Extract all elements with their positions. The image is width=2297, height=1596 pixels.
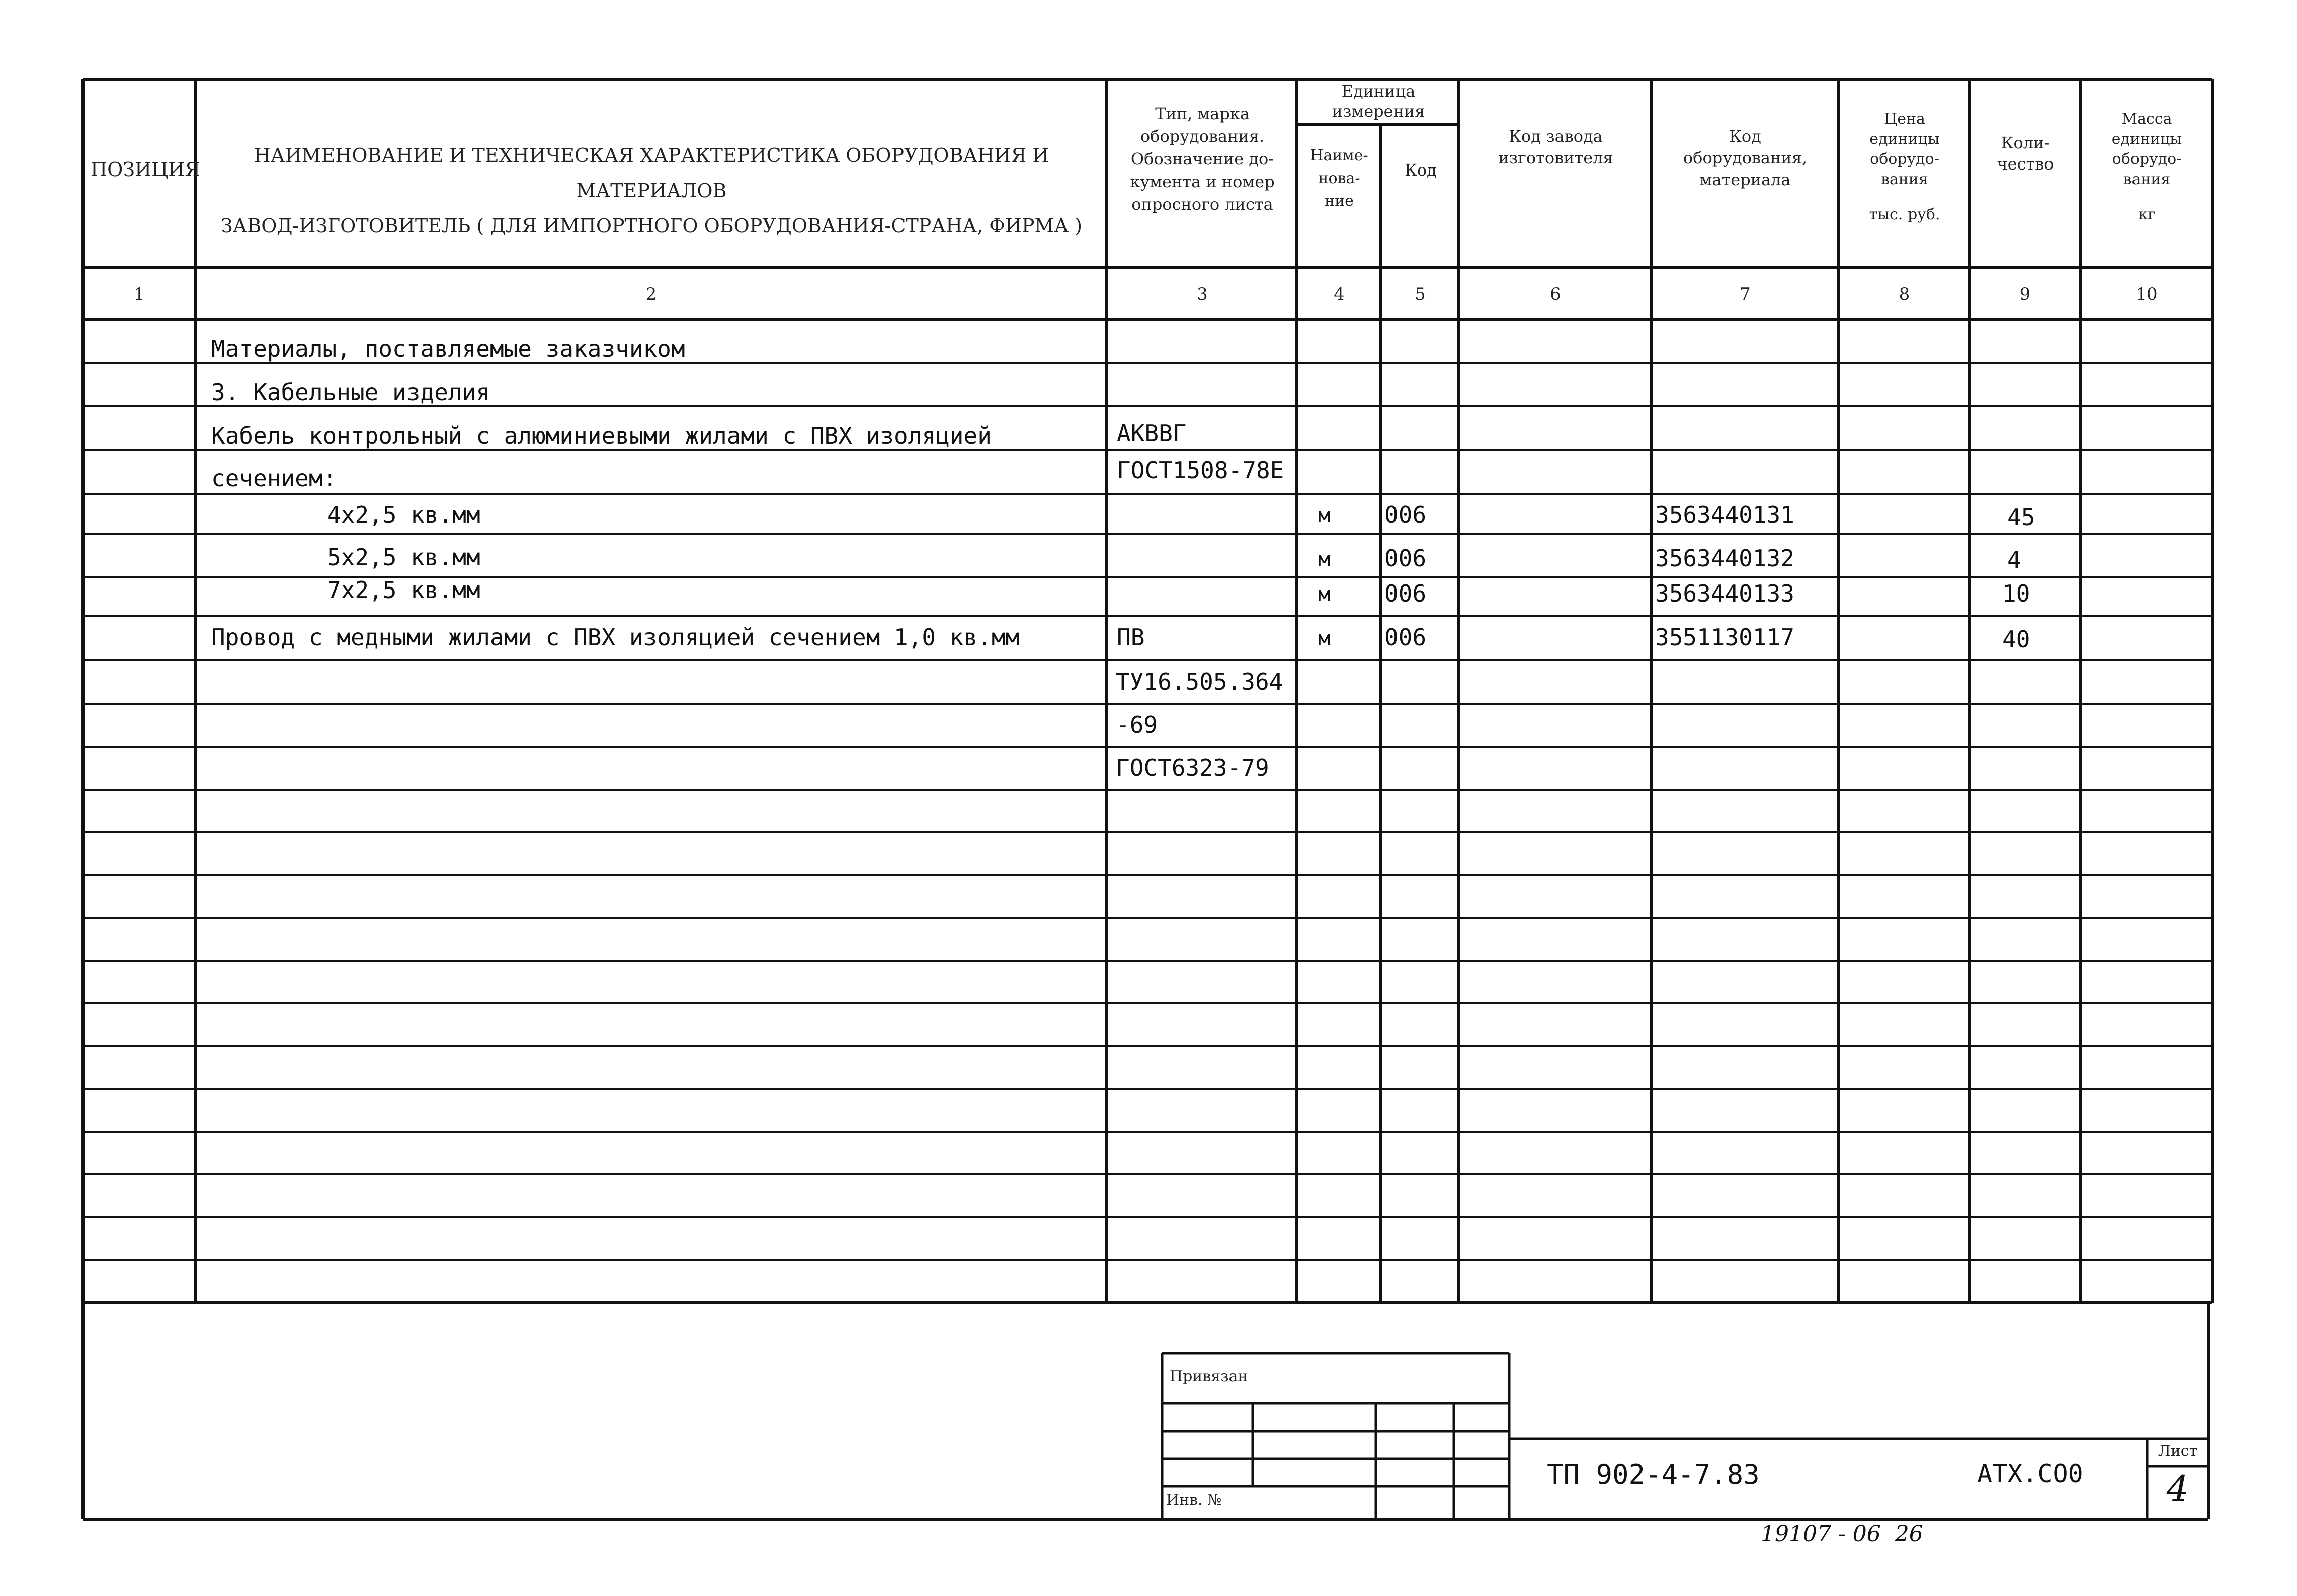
row-equip-code: 3563440131 xyxy=(1655,501,1794,528)
col-number: 9 xyxy=(2019,284,2031,304)
header-name-line3: ЗАВОД-ИЗГОТОВИТЕЛЬ ( ДЛЯ ИМПОРТНОГО ОБОРУДОВАНИЯ-СТРАНА, ФИРМА ) xyxy=(220,215,1083,237)
row-type: ТУ16.505.364 xyxy=(1116,668,1283,695)
header-mass-line: кг xyxy=(2138,206,2156,223)
header-qty-line: чество xyxy=(1997,154,2054,174)
stamp-sheet-label: Лист xyxy=(2158,1442,2198,1460)
col-number: 8 xyxy=(1899,284,1910,304)
row-name: 7x2,5 кв.мм xyxy=(327,576,480,604)
row-equip-code: 3551130117 xyxy=(1655,624,1794,651)
row-unit: м xyxy=(1318,548,1331,571)
header-name-line1: НАИМЕНОВАНИЕ И ТЕХНИЧЕСКАЯ ХАРАКТЕРИСТИКА ОБОРУДОВАНИЯ И xyxy=(254,144,1049,166)
header-price-line: вания xyxy=(1881,171,1928,188)
row-type: ПВ xyxy=(1117,624,1145,651)
row-unit: м xyxy=(1318,504,1331,527)
header-type-line: Тип, марка xyxy=(1155,104,1250,123)
header-name-line2: МАТЕРИАЛОВ xyxy=(576,180,727,202)
stamp-sheet-number: 4 xyxy=(2166,1468,2189,1509)
col-number: 10 xyxy=(2136,284,2158,304)
col-number: 5 xyxy=(1415,284,1426,304)
row-name: 4x2,5 кв.мм xyxy=(327,501,480,528)
header-price-line: тыс. руб. xyxy=(1869,206,1940,223)
header-qty-line: Коли- xyxy=(2001,133,2050,152)
col-number: 6 xyxy=(1550,284,1561,304)
row-equip-code: 3563440133 xyxy=(1655,580,1794,607)
header-type-line: опросного листа xyxy=(1131,195,1273,214)
row-unit: м xyxy=(1318,627,1331,650)
header-unit-code: Код xyxy=(1405,160,1437,180)
col-number: 3 xyxy=(1197,284,1208,304)
row-name: Кабель контрольный с алюминиевыми жилами с ПВХ изоляцией xyxy=(211,422,992,449)
row-qty: 40 xyxy=(2002,626,2030,653)
row-type: ГОСТ1508-78Е xyxy=(1117,457,1284,484)
row-unit: м xyxy=(1318,583,1331,606)
header-factory-line: Код завода xyxy=(1509,127,1603,146)
header-type-line: кумента и номер xyxy=(1130,172,1275,191)
row-type: ГОСТ6323-79 xyxy=(1116,754,1269,781)
header-factory-line: изготовителя xyxy=(1498,148,1613,167)
row-code: 006 xyxy=(1384,624,1427,651)
header-equip-line: материала xyxy=(1699,170,1791,189)
header-unit-name-line: ние xyxy=(1325,192,1354,210)
header-price-line: единицы xyxy=(1869,130,1940,148)
row-qty: 45 xyxy=(2007,503,2035,531)
header-unit-name-line: Наиме- xyxy=(1310,147,1368,164)
stamp-document-suffix: АТХ.СО0 xyxy=(1977,1459,2083,1488)
stamp-document-code: ТП 902-4-7.83 xyxy=(1547,1459,1760,1490)
row-equip-code: 3563440132 xyxy=(1655,545,1794,572)
header-type-line: Обозначение до- xyxy=(1130,149,1274,169)
row-type: АКВВГ xyxy=(1117,419,1187,447)
row-qty: 4 xyxy=(2007,546,2021,573)
row-type: -69 xyxy=(1116,711,1158,738)
header-equip-line: оборудования, xyxy=(1683,148,1808,167)
row-name: Материалы, поставляемые заказчиком xyxy=(211,335,685,362)
row-name: Провод с медными жилами с ПВХ изоляцией сечением 1,0 кв.мм xyxy=(211,624,1020,651)
header-price-line: Цена xyxy=(1884,110,1925,128)
row-name: 3. Кабельные изделия xyxy=(211,379,490,406)
col-number: 1 xyxy=(134,284,145,304)
row-code: 006 xyxy=(1384,545,1427,572)
row-qty: 10 xyxy=(2002,580,2030,607)
header-equip-line: Код xyxy=(1729,127,1761,146)
header-unit-line: измерения xyxy=(1332,102,1425,121)
header-price-line: оборудо- xyxy=(1870,150,1939,168)
row-code: 006 xyxy=(1384,501,1427,528)
header-mass-line: вания xyxy=(2123,171,2171,188)
footer-number: 19107 - 06 26 xyxy=(1761,1521,1923,1547)
header-type-line: оборудования. xyxy=(1140,127,1265,146)
col-number: 2 xyxy=(645,284,657,304)
row-code: 006 xyxy=(1384,580,1427,607)
col-number: 7 xyxy=(1740,284,1751,304)
header-mass-line: единицы xyxy=(2111,130,2182,148)
header-position: ПОЗИЦИЯ xyxy=(91,158,201,181)
row-name: 5x2,5 кв.мм xyxy=(327,544,480,571)
header-mass-line: оборудо- xyxy=(2112,150,2182,168)
header-unit-line: Единица xyxy=(1341,81,1416,101)
row-name: сечением: xyxy=(211,465,337,492)
stamp-attached-label: Привязан xyxy=(1170,1368,1248,1385)
header-unit-name-line: нова- xyxy=(1318,170,1360,187)
stamp-inv-label: Инв. № xyxy=(1166,1491,1222,1509)
col-number: 4 xyxy=(1334,284,1345,304)
header-mass-line: Масса xyxy=(2121,110,2172,128)
